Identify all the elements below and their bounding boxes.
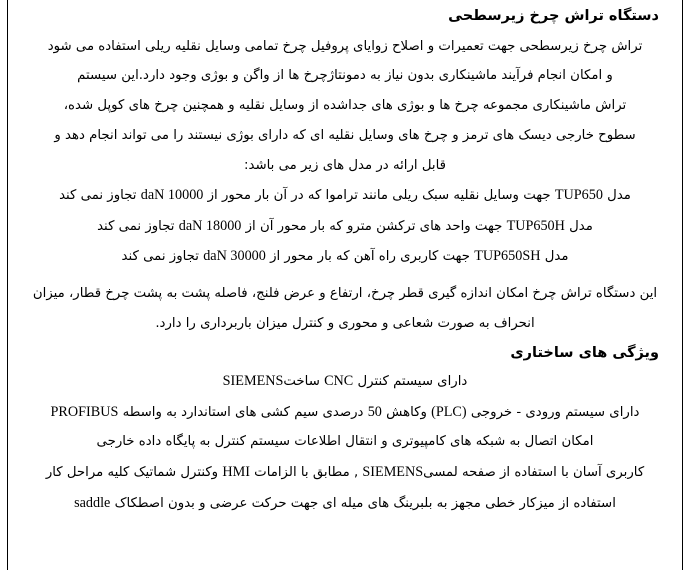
- model-suffix-tup650sh: تجاوز نمی کند: [121, 248, 199, 264]
- feature-cnc-control-system: [31, 371, 659, 392]
- model-axle-load-tup650: daN 10000: [140, 187, 204, 204]
- section-spacer: [31, 276, 659, 284]
- model-name-tup650sh: TUP650SH: [474, 247, 541, 264]
- model-suffix-tup650h: تجاوز نمی کند: [97, 218, 175, 234]
- model-suffix-tup650: تجاوز نمی کند: [59, 188, 137, 204]
- feature-network-connection: [31, 432, 659, 452]
- model-description-tup650h: جهت واحد های ترکشن مترو که بار محور آن از: [245, 218, 503, 234]
- page-frame-left-rule: [7, 0, 8, 570]
- model-prefix-label: مدل: [544, 248, 569, 264]
- capability-line-1: این دستگاه تراش چرخ امکان اندازه گیری قطر چرخ، ارتفاع و عرض فلنج، فاصله پشت به پشت چرخ قطار، میزان: [32, 286, 658, 302]
- model-row-tup650sh: [31, 246, 659, 267]
- model-description-tup650: جهت وسایل نقلیه سبک ریلی مانند تراموا که در آن بار محور از: [207, 188, 551, 204]
- feature-hmi-label: HMI: [222, 463, 250, 480]
- model-list: [31, 185, 659, 267]
- feature-text: امکان اتصال به شبکه های کامپیوتری و انتقال اطلاعات سیستم کنترل به پایگاه داده خارجی: [96, 434, 594, 450]
- feature-hmi-touchscreen: [31, 462, 659, 483]
- features-heading: ویژگی های ساختاری: [510, 345, 659, 362]
- intro-line-2: و امکان انجام فرآیند ماشینکاری بدون نیاز به دمونتاژچرخ ها از واگن و بوژی وجود دارد.این سیستم: [77, 68, 613, 84]
- model-prefix-label: مدل: [607, 188, 631, 204]
- intro-line-3: تراش ماشینکاری مجموعه چرخ ها و بوژی های جداشده از وسایل نقلیه و همچنین چرخ های کوپل شده،: [63, 98, 627, 114]
- feature-text-before: استفاده از میزکار خطی مجهز به بلبرینگ های میله ای جهت حرکت عرضی و بدون اصطکاک: [114, 495, 616, 511]
- feature-cnc-label: CNC: [324, 372, 354, 389]
- feature-text-after: درصدی سیم کشی های استاندارد به واسطه: [122, 404, 364, 420]
- model-axle-load-tup650sh: daN 30000: [203, 247, 266, 264]
- feature-siemens-label: SIEMENS: [222, 372, 284, 389]
- model-prefix-label: مدل: [569, 218, 593, 234]
- model-name-tup650: TUP650: [554, 187, 603, 204]
- feature-plc-label: (PLC): [431, 403, 467, 420]
- feature-text-middle: وکاهش: [386, 404, 427, 420]
- feature-text-middle: , مطابق با الزامات: [254, 464, 359, 480]
- model-name-tup650h: TUP650H: [506, 217, 565, 234]
- model-row-tup650: [31, 185, 659, 206]
- feature-siemens-label: SIEMENS: [362, 463, 424, 480]
- feature-saddle-label: saddle: [74, 494, 111, 511]
- page-title: دستگاه تراش چرخ زیرسطحی: [448, 8, 659, 24]
- model-description-tup650sh: جهت کاربری راه آهن که بار محور از: [270, 248, 470, 264]
- feature-profibus-label: PROFIBUS: [50, 403, 119, 420]
- document-content: [9, 0, 681, 570]
- model-row-tup650h: [31, 216, 659, 237]
- page-frame-right-rule: [682, 0, 683, 570]
- feature-text-after: وکنترل شماتیک کلیه مراحل کار: [45, 464, 219, 480]
- feature-text-before: دارای سیستم ورودی - خروجی: [470, 404, 640, 420]
- feature-percentage-value: 50: [367, 403, 382, 420]
- intro-line-5: قابل ارائه در مدل های زیر می باشد:: [244, 157, 446, 173]
- capability-line-2: انحراف به صورت شعاعی و محوری و کنترل میزان باربرداری را دارد.: [155, 315, 535, 331]
- model-axle-load-tup650h: daN 18000: [178, 217, 242, 234]
- intro-line-4: سطوح خارجی دیسک های ترمز و چرخ های وسایل نقلیه ای که دارای بوژی نیستند را می تواند انجام دهد و: [54, 127, 636, 143]
- feature-plc-io-profibus: [31, 402, 659, 423]
- feature-text-before: دارای سیستم کنترل: [357, 373, 468, 389]
- feature-text-before: کاربری آسان با استفاده از صفحه لمسی: [423, 464, 645, 480]
- intro-line-1: تراش چرخ زیرسطحی جهت تعمیرات و اصلاح زوایای پروفیل چرخ تمامی وسایل نقلیه ریلی استفاده می شود: [47, 38, 643, 54]
- feature-text-middle: ساخت: [283, 373, 320, 389]
- feature-linear-saddle-bearings: [31, 493, 659, 514]
